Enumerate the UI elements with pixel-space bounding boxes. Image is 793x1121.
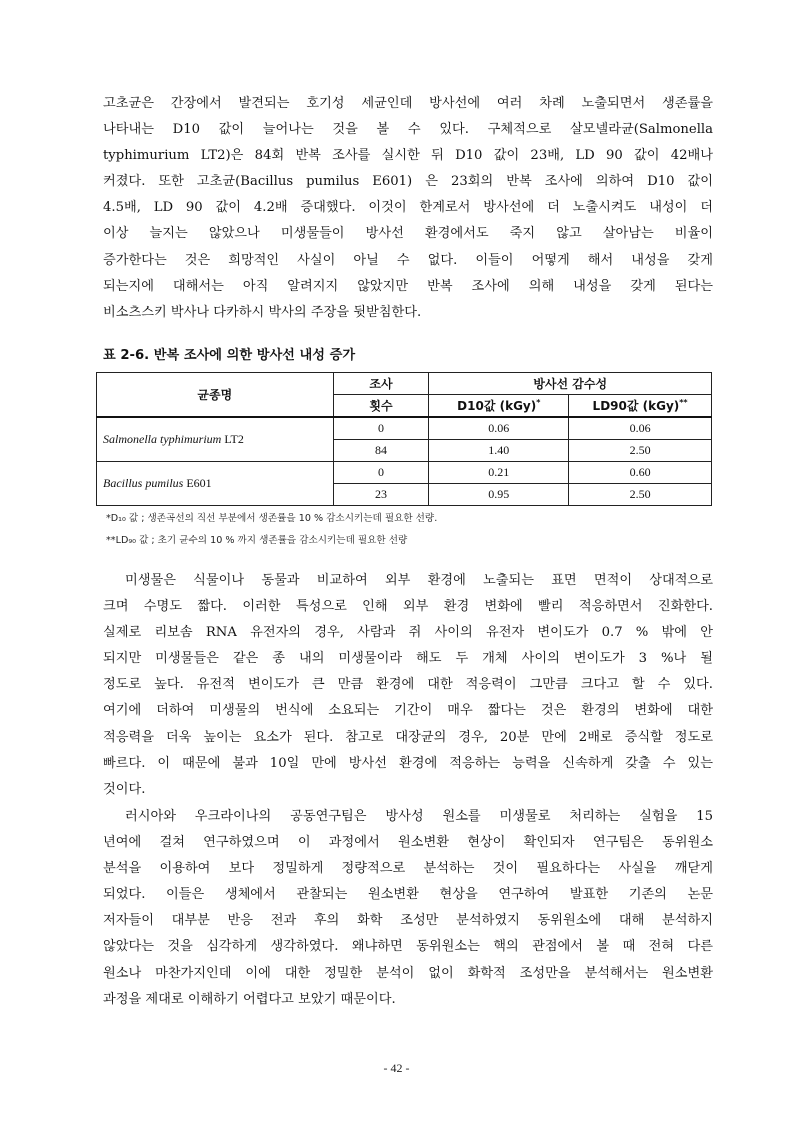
text-line: 년여에 걸쳐 연구하였으며 이 과정에서 원소변환 현상이 확인되자 연구팀은 동위원소 (103, 835, 713, 851)
text-line: 저자들이 대부분 반응 전과 후의 화학 조성만 분석하였지 동위원소에 대해 분석하지 (103, 913, 713, 929)
text-line: 러시아와 우크라이나의 공동연구팀은 방사성 원소를 미생물로 처리하는 실험을 15 (125, 809, 713, 824)
d10-cell: 1.40 (429, 440, 569, 462)
ld90-cell: 2.50 (569, 484, 712, 506)
header-count-bottom: 횟수 (333, 395, 429, 418)
text-line: 되는지에 대해서는 아직 알려지지 않았지만 반복 조사에 의해 내성을 갖게 된다는 (103, 278, 713, 294)
header-ld90-mark: ** (679, 398, 688, 407)
radiation-resistance-table (96, 372, 712, 506)
text-line: 적응력을 더욱 높이는 요소가 된다. 참고로 대장균의 경우, 20분 만에 2배로 증식할 정도로 (103, 729, 713, 745)
text-line: 미생물은 식물이나 동물과 비교하여 외부 환경에 노출되는 표면 면적이 상대적으로 (125, 573, 713, 588)
text-line: 빠르다. 이 때문에 불과 10일 만에 방사선 환경에 적응하는 능력을 신속하게 갖출 수 있는 (103, 755, 713, 771)
count-cell: 0 (333, 417, 429, 440)
header-count-top: 조사 (333, 373, 429, 395)
text-line: 과정을 제대로 이해하기 어렵다고 보았기 때문이다. (103, 991, 396, 1007)
table-notes (106, 508, 437, 552)
text-line: 원소나 마찬가지인데 이에 대한 정밀한 분석이 없이 화학적 조성만을 분석해서는 원소변환 (103, 965, 713, 981)
text-line: 않았다는 것을 심각하게 생각하였다. 왜냐하면 동위원소는 핵의 관점에서 볼 때 전혀 다른 (103, 939, 713, 955)
d10-cell: 0.06 (429, 417, 569, 440)
strain-suffix: E601 (183, 476, 212, 490)
header-strain: 균종명 (97, 373, 334, 418)
text-line: 되지만 미생물들은 같은 종 내의 미생물이라 해도 두 개체 사이의 변이도가 3 %나 될 (103, 651, 713, 667)
text-line: 비소츠스키 박사나 다카하시 박사의 주장을 뒷받침한다. (103, 304, 422, 320)
paragraph-bacillus-radiation-resistance (103, 91, 713, 326)
strain-suffix: LT2 (221, 432, 244, 446)
text-line: 분석을 이용하여 보다 정밀하게 정량적으로 분석하는 것이 필요하다는 사실을 깨닫게 (103, 861, 713, 877)
text-line: 이상 늘지는 않았으나 미생물들이 방사선 환경에서도 죽지 않고 살아남는 비율이 (103, 226, 713, 242)
text-line: 고초균은 간장에서 발견되는 호기성 세균인데 방사선에 여러 차례 노출되면서 생존률을 (103, 96, 713, 111)
text-line: 것이다. (103, 781, 146, 797)
page-number: - 42 - (383, 1061, 410, 1075)
text-line: 크며 수명도 짧다. 이러한 특성으로 인해 외부 환경 변화에 빨리 적응하면서 진화한다. (103, 599, 713, 615)
count-cell: 84 (333, 440, 429, 462)
text-line: 증가한다는 것은 희망적인 사실이 아닐 수 없다. 이들이 어떻게 해서 내성을 갖게 (103, 252, 713, 268)
text-line: 되었다. 이들은 생체에서 관찰되는 원소변환 현상을 연구하여 발표한 기존의 논문 (103, 887, 713, 903)
table-note: **LD₉₀ 값 ; 초기 균수의 10 % 까지 생존률을 감소시키는데 필요한 선량 (106, 535, 408, 546)
text-line: 4.5배, LD 90 값이 4.2배 증대했다. 이것이 한계로서 방사선에 더 노출시켜도 내성이 더 (103, 200, 713, 216)
table-note: *D₁₀ 값 ; 생존곡선의 직선 부분에서 생존률을 10 % 감소시키는데 필요한 선량. (106, 513, 438, 524)
header-ld90-label: LD90값 (kGy) (592, 399, 680, 413)
text-line: 정도로 높다. 유전적 변이도가 큰 만큼 환경에 대한 적응력이 그만큼 크다고 할 수 있다. (103, 677, 713, 693)
table-caption: 표 2-6. 반복 조사에 의한 방사선 내성 증가 (103, 348, 356, 363)
header-sensitivity: 방사선 감수성 (429, 373, 712, 395)
text-line: typhimurium LT2)은 84회 반복 조사를 실시한 뒤 D10 값이 23배, LD 90 값이 42배나 (103, 148, 713, 164)
count-cell: 23 (333, 484, 429, 506)
table-row (97, 417, 712, 440)
d10-cell: 0.21 (429, 462, 569, 484)
text-line: 여기에 더하여 미생물의 번식에 소요되는 기간이 매우 짧다는 것은 환경의 변화에 대한 (103, 703, 713, 719)
ld90-cell: 0.60 (569, 462, 712, 484)
header-ld90 (569, 395, 712, 418)
text-line: 나타내는 D10 값이 늘어나는 것을 볼 수 있다. 구체적으로 살모넬라균(Salmonella (103, 122, 713, 138)
header-d10-mark: * (536, 398, 541, 407)
text-line: 커졌다. 또한 고초균(Bacillus pumilus E601) 은 23회의 반복 조사에 의하여 D10 값이 (103, 174, 713, 190)
strain-cell (97, 417, 334, 462)
header-d10 (429, 395, 569, 418)
text-line: 실제로 리보솜 RNA 유전자의 경우, 사람과 쥐 사이의 유전자 변이도가 0.7 % 밖에 안 (103, 625, 713, 641)
header-d10-label: D10값 (kGy) (457, 399, 537, 413)
strain-cell (97, 462, 334, 506)
paragraph-isotope-research (103, 804, 713, 1013)
d10-cell: 0.95 (429, 484, 569, 506)
strain-name: Bacillus pumilus (103, 476, 184, 490)
paragraph-microbe-adaptation (103, 568, 713, 803)
count-cell: 0 (333, 462, 429, 484)
ld90-cell: 0.06 (569, 417, 712, 440)
ld90-cell: 2.50 (569, 440, 712, 462)
table-row (97, 462, 712, 484)
strain-name: Salmonella typhimurium (103, 432, 222, 446)
